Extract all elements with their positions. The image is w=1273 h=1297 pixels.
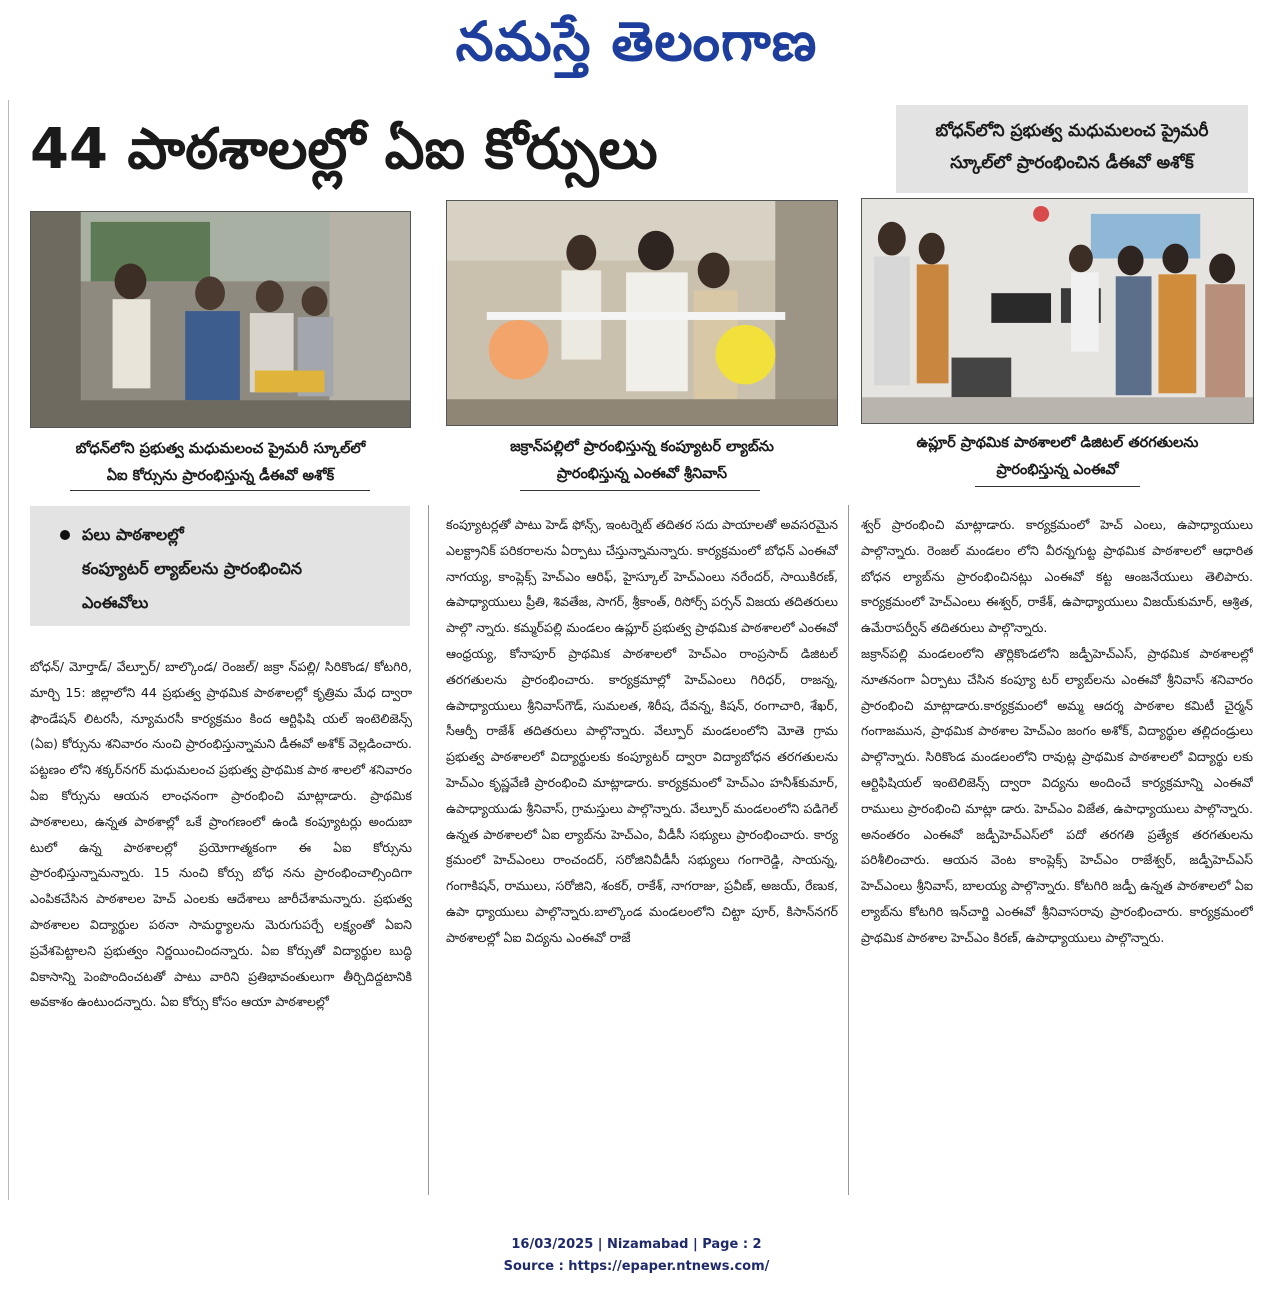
photo-caption-1-line-2: ఏఐ కోర్సును ప్రారంభిస్తున్న డీఈవో అశోక్ [106, 468, 335, 484]
bullet-line-1: పలు పాఠశాలల్లో [82, 525, 184, 544]
photo-caption-2 [446, 434, 838, 492]
caption-3-underline [975, 486, 1140, 487]
column-rule-1 [428, 505, 429, 1195]
bullet-summary-box [30, 506, 410, 626]
page-footer [0, 1234, 1273, 1278]
highlight-line-1: బోధన్‌లోని ప్రభుత్వ మధుమలంచ ప్రైమరీ [935, 121, 1209, 141]
article-column-3-para-2: జక్రాన్‌పల్లి మండలంలోని తొర్లికొండలోని జడ్పీహెచ్‌ఎస్, ప్రాథమిక పాఠశాలల్లో నూతనంగా ఏర్పాటు చేసిన కంప్యూ టర్ ల్యాబ్‌లను ఎంఈవో శ్రీనివాస్ శనివారం ప్రారంభించి మాట్లాడారు.కార్యక్రమంలో అమ్మ ఆదర్శ పాఠశాల కమిటీ చైర్మన్ గంగాజమున, ప్రాథమిక పాఠశాల హెచ్‌ఎం జంగం అశోక్, విద్యార్థుల తల్లిదండ్రులు పాల్గొన్నారు. సిరికొండ మండలంలోని రావుట్ల ప్రాథమిక పాఠశాలలో విద్యార్థు లకు ఆర్టిఫిషియల్ ఇంటెలిజెన్స్ ద్వారా విద్యను అందించే కార్యక్రమాన్ని ఎంఈవో రాములు ప్రారంభించి మాట్లా డారు. హెచ్‌ఎం విజేత, ఉపాధ్యాయులు పాల్గొన్నారు. అనంతరం ఎంఈవో జడ్పీహెచ్‌ఎస్‌లో పదో తరగతి ప్రత్యేక తరగతులను పరిశీలించారు. ఆయన వెంట కాంప్లెక్స్ హెచ్‌ఎం రాజేశ్వర్, జడ్పీహెచ్‌ఎస్ హెచ్‌ఎంలు శ్రీనివాస్, బాలయ్య పాల్గొన్నారు. కోటగిరి జడ్పీ ఉన్నత పాఠశాలలో ఏఐ ల్యాబ్‌ను కోటగిరి ఇన్‌చార్జి ఎంఈవో శ్రీనివాసరావు ప్రారంభించారు. కార్యక్రమంలో ప్రాథమిక పాఠశాల హెచ్‌ఎం కిరణ్, ఉపాధ్యాయులు పాల్గొన్నారు. [861, 645, 1253, 945]
article-column-2-text: కంప్యూటర్లతో పాటు హెడ్ ఫోన్స్, ఇంటర్నెట్ తదితర సదు పాయాలతో అవసరమైన ఎలక్ట్రానిక్ పరికరాలను ఏర్పాటు చేస్తున్నామన్నారు. కార్యక్రమంలో బోధన్ ఎంఈవో నాగయ్య, కాంప్లెక్స్ హెచ్‌ఎం ఆరిఫ్, హైస్కూల్ హెచ్‌ఎంలు నరేందర్, సాయికిరణ్, ఉపాధ్యాయులు ప్రీతి, శివతేజ, సాగర్, శ్రీకాంత్, రిసోర్స్ పర్సన్ విజయ తదితరులు పాల్గొ న్నారు. కమ్మర్‌పల్లి మండలం ఉప్లూర్ ప్రభుత్వ ప్రాథమిక పాఠశాలలో ఎంఈవో ఆంధ్రయ్య, కోనాపూర్ ప్రాథమిక పాఠశాలలో హెచ్‌ఎం రాంప్రసాద్ డిజిటల్ తరగతులను ప్రారంభించారు. కార్యక్రమాల్లో హెచ్‌ఎంలు గిరిధర్, రాజన్న, ఉపాధ్యాయులు శ్రీనివాస్‌గౌడ్, సుమలత, శిరీష, దేవన్న, కిషన్, రంగాచారి, శేఖర్, సీఆర్పీ రాజేశ్ తదితరులు పాల్గొన్నారు. వేల్పూర్ మండలంలోని మోతె గ్రామ ప్రభుత్వ పాఠశాలలో విద్యార్థులకు కంప్యూటర్ ద్వారా విద్యాబోధన తరగతులను హెచ్‌ఎం కృష్ణవేణి ప్రారంభించి మాట్లాడారు. కార్యక్రమంలో హెచ్‌ఎం హనీశ్‌కుమార్, ఉపాధ్యాయుడు శ్రీనివాస్, గ్రామస్తులు పాల్గొన్నారు. వేల్పూర్ మండలంలోని పడిగెల్ ఉన్నత పాఠశాలలో ఏఐ ల్యాబ్‌ను హెచ్‌ఎం, వీడీసీ సభ్యులు ప్రారంభించారు. కార్య క్రమంలో హెచ్‌ఎంలు రాంచందర్, సరోజినివీడీసీ సభ్యులు గంగారెడ్డి, సాయన్న, గంగాకిషన్, రాములు, సరోజిని, శంకర్, రాకేశ్, నాగరాజు, ప్రవీణ్, అజయ్, రేణుక, ఉపా ధ్యాయులు పాల్గొన్నారు.బాల్కొండ మండలంలోని చిట్టా పూర్, కిసాన్‌నగర్ పాఠశాలల్లో ఏఐ విద్యను ఎంఈవో రాజే [446, 517, 838, 945]
photo-caption-2-line-2: ప్రారంభిస్తున్న ఎంఈవో శ్రీనివాస్ [556, 466, 728, 482]
bullet-line-3: ఎంఈవోలు [82, 593, 149, 612]
article-column-2 [446, 512, 838, 1192]
photo-caption-3-line-2: ప్రారంభిస్తున్న ఎంఈవో [996, 462, 1119, 478]
footer-source-link[interactable]: Source : https://epaper.ntnews.com/ [503, 1259, 770, 1274]
footer-edition-info: 16/03/2025 | Nizamabad | Page : 2 [511, 1237, 762, 1252]
page-margin-rule [8, 100, 9, 1200]
headline: 44 పాఠశాలల్లో ఏఐ కోర్సులు [30, 117, 658, 182]
article-column-3-para-1: శ్వర్ ప్రారంభించి మాట్లాడారు. కార్యక్రమంలో హెచ్‌ ఎంలు, ఉపాధ్యాయులు పాల్గొన్నారు. రెంజల్ మండలం లోని వీరన్నగుట్ట ప్రాథమిక పాఠశాలలో ఆధారిత బోధన ల్యాబ్‌ను ప్రారంభించినట్లు ఎంఈవో కట్ట ఆంజనేయులు తెలిపారు. కార్యక్రమంలో హెచ్‌ఎంలు ఈశ్వర్, రాకేశ్, ఉపాధ్యాయులు విజయ్‌కుమార్, ఆశ్రిత, ఉమేరాపర్వీన్ తదితరులు పాల్గొన్నారు. [861, 517, 1253, 636]
article-column-1 [30, 654, 412, 1194]
masthead-logo: నమస్తే తెలంగాణ [455, 9, 818, 73]
caption-2-underline [520, 490, 760, 491]
bullet-line-2: కంప్యూటర్ ల్యాబ్‌లను ప్రారంభించిన [82, 559, 302, 578]
photo-caption-2-line-1: జక్రాన్‌పల్లిలో ప్రారంభిస్తున్న కంప్యూటర్ ల్యాబ్‌ను [510, 439, 774, 455]
photo-computer-lab-jakranpalli [446, 200, 838, 426]
highlight-line-2: స్కూల్‌లో ప్రారంభించిన డీఈవో అశోక్ [950, 153, 1194, 173]
photo-ribbon-cutting-bodhan [30, 211, 411, 428]
photo-caption-1 [30, 436, 411, 494]
photo-caption-1-line-1: బోధన్‌లోని ప్రభుత్వ మధుమలంచ ప్రైమరీ స్కూల్‌లో [75, 441, 366, 457]
article-column-3 [861, 512, 1253, 1192]
bullet-dot-icon [60, 530, 70, 540]
photo-digital-classroom-uplur [861, 198, 1254, 424]
column-rule-2 [848, 505, 849, 1195]
photo-caption-3-line-1: ఉప్లూర్ ప్రాథమిక పాఠశాలలో డిజిటల్ తరగతులను [916, 435, 1199, 451]
photo-caption-3 [861, 430, 1254, 488]
highlight-box [896, 105, 1248, 193]
caption-1-underline [70, 490, 370, 491]
article-column-1-text: బోధన్/ మోర్తాడ్/ వేల్పూర్/ బాల్కొండ/ రెంజల్/ జక్రా న్‌పల్లి/ సిరికొండ/ కోటగిరి, మార్చి 15: జిల్లాలోని 44 ప్రభుత్వ ప్రాథమిక పాఠశాలల్లో కృత్రిమ మేధ ద్వారా ఫౌండేషన్ లిటరసీ, న్యూమరసీ కార్యక్రమం కింద ఆర్టిఫిషి యల్ ఇంటెలిజెన్స్ (ఏఐ) కోర్సును శనివారం నుంచి ప్రారంభిస్తున్నామని డీఈవో అశోక్ వెల్లడించారు. పట్టణం లోని శక్కర్‌నగర్ మధుమలంచ ప్రభుత్వ ప్రాథమిక పాఠ శాలలో శనివారం ఏఐ కోర్సును ఆయన లాంఛనంగా ప్రారంభించి మాట్లాడారు. ప్రాథమిక పాఠశాలలు, ఉన్నత పాఠశాల్లో ఒకే ప్రాంగణంలో ఉండి కంప్యూటర్లు అందుబా టులో ఉన్న పాఠశాలల్లో ప్రయోగాత్మకంగా ఈ ఏఐ కోర్సును ప్రారంభిస్తున్నామన్నారు. 15 నుంచి కోర్సు బోధ నను ప్రారంభించాల్సిందిగా ఎంపికచేసిన పాఠశాలల హెచ్ ఎంలకు ఆదేశాలు జారీచేశామన్నారు. ప్రభుత్వ పాఠశాలల విద్యార్థుల పఠనా సామర్థ్యాలను మెరుగుపర్చే లక్ష్యంతో ఏఐని ప్రవేశపెట్టాలని ప్రభుత్వం నిర్ణయించిందన్నారు. ఏఐ కోర్సుతో విద్యార్థుల బుద్ధి వికాసాన్ని పెంపొందించటతో పాటు వారిని ప్రతిభావంతులుగా తీర్చిదిద్దటానికి అవకాశం ఉంటుందన్నారు. ఏఐ కోర్సు కోసం ఆయా పాఠశాలల్లో [30, 659, 412, 1010]
